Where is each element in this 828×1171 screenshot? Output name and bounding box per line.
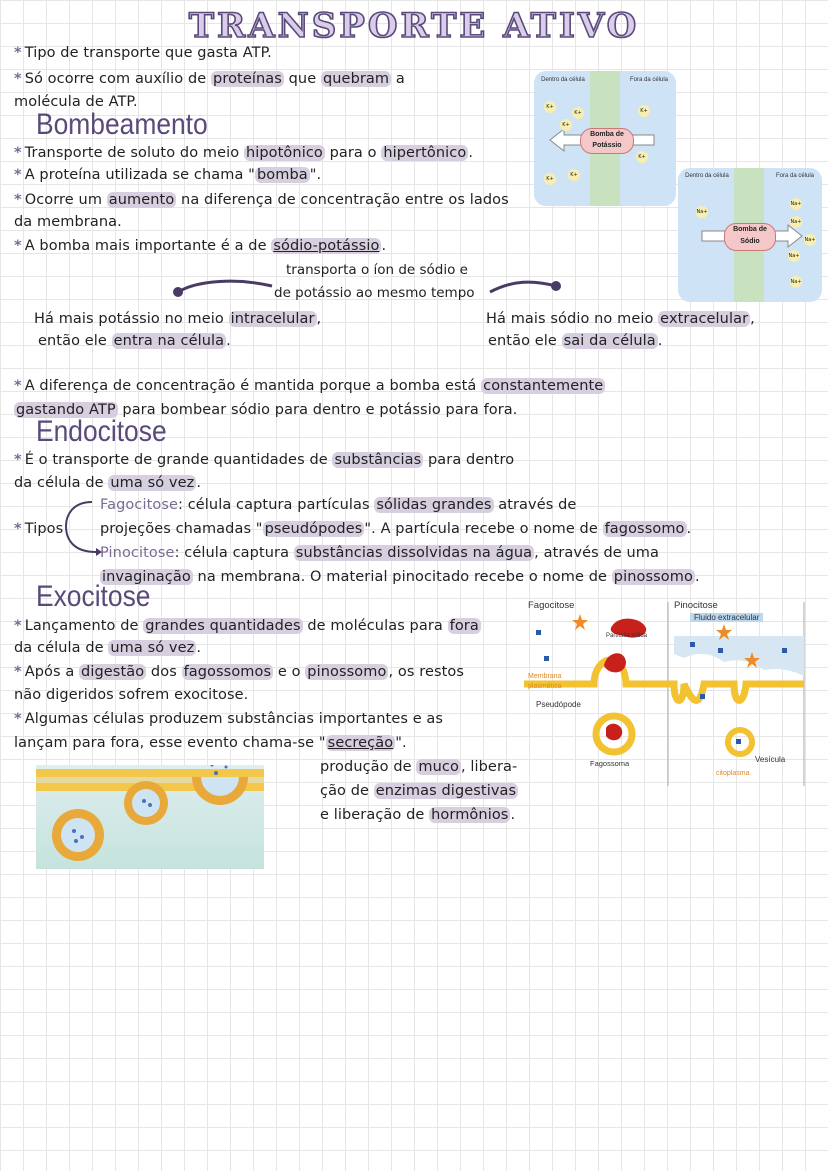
inside-label: Dentro da célula	[541, 77, 585, 83]
solid-particle-label: Partícula sólida	[606, 633, 648, 639]
bullet-star-icon: *	[14, 167, 22, 183]
endo-line-1: * É o transporte de grande quantidades de substâncias para dentro	[14, 452, 515, 468]
k-ion-icon: K+	[568, 169, 580, 181]
bullet-star-icon: *	[14, 521, 22, 537]
k-ion-icon: K+	[544, 173, 556, 185]
left-note-2: então ele entra na célula .	[38, 333, 231, 349]
bullet-star-icon: *	[14, 618, 22, 634]
bullet-star-icon: *	[14, 192, 22, 208]
bullet-star-icon: *	[14, 378, 22, 394]
heading-bombeamento: Bombeamento	[36, 108, 208, 141]
bullet-star-icon: *	[14, 45, 22, 61]
bomb-line-5: * A bomba mais importante é a de sódio-potássio .	[14, 238, 387, 254]
secretion-line-2: ção de enzimas digestivas	[320, 783, 517, 799]
extracellular-fluid-label: Fluido extracelular	[690, 613, 763, 622]
secretion-line-3: e liberação de hormônios .	[320, 807, 516, 823]
page-title: TRANSPORTE ATIVO	[188, 6, 640, 46]
engulfed-particle-icon	[604, 653, 626, 672]
exo-line-3: * Após a digestão dos fagossomos e o pinossomo , os restos	[14, 664, 465, 680]
na-ion-icon: Na+	[696, 206, 708, 218]
left-arrow-curve	[178, 281, 272, 292]
na-ion-icon: Na+	[790, 276, 802, 288]
bullet-star-icon: *	[14, 452, 22, 468]
exo-line-5: * Algumas células produzem substâncias importantes e as	[14, 711, 444, 727]
tipos-label: * Tipos	[14, 521, 64, 537]
inside-label: Dentro da célula	[685, 173, 729, 179]
bullet-star-icon: *	[14, 71, 22, 87]
bomb-line-1: * Transporte de soluto do meio hipotônico para o hipertônico .	[14, 145, 474, 161]
k-ion-icon: K+	[560, 119, 572, 131]
phagosome-label: Fagossoma	[590, 759, 630, 768]
heading-endocitose: Endocitose	[36, 415, 167, 448]
left-note-1: Há mais potássio no meio intracelular ,	[34, 311, 322, 327]
potassium-pump-figure	[534, 71, 676, 206]
na-ion-icon: Na+	[790, 216, 802, 228]
center-note-2: de potássio ao mesmo tempo	[274, 285, 475, 301]
outside-label: Fora da célula	[629, 77, 669, 83]
curved-arrows	[168, 270, 568, 310]
exo-line-2: da célula de uma só vez .	[14, 640, 202, 656]
bomb-line-4: da membrana.	[14, 214, 122, 230]
bomb-line-2: * A proteína utilizada se chama " bomba ".	[14, 167, 322, 183]
endo-line-2: da célula de uma só vez .	[14, 475, 202, 491]
left-arrow-head-icon	[173, 287, 183, 297]
diff-line-1: * A diferença de concentração é mantida porque a bomba está constantemente	[14, 378, 604, 394]
intro-line-2: * Só ocorre com auxílio de proteínas que quebram a	[14, 71, 405, 87]
pinocitose-label: Pinocitose	[674, 600, 718, 611]
right-arrow-head-icon	[551, 281, 561, 291]
sodium-pump-figure	[678, 168, 822, 302]
vesicle-label: Vesícula	[755, 755, 786, 764]
pino-line-1: Pinocitose: célula captura substâncias dissolvidas na água , através de uma	[100, 545, 660, 561]
bullet-star-icon: *	[14, 238, 22, 254]
sodium-pump: Bomba de Sódio	[724, 223, 776, 251]
bullet-star-icon: *	[14, 145, 22, 161]
right-note-2: então ele sai da célula .	[488, 333, 663, 349]
cytoplasm-label: citoplasma	[716, 770, 750, 777]
star-particle-icon	[572, 614, 588, 630]
outside-label: Fora da célula	[775, 173, 815, 179]
pino-line-2: invaginação na membrana. O material pinocitado recebe o nome de pinossomo .	[102, 569, 700, 585]
center-note-1: transporta o íon de sódio e	[286, 262, 468, 278]
k-ion-icon: K+	[544, 101, 556, 113]
k-ion-icon: K+	[638, 105, 650, 117]
exocytosis-figure	[36, 765, 264, 869]
right-note-1: Há mais sódio no meio extracelular ,	[486, 311, 755, 327]
na-ion-icon: Na+	[804, 234, 816, 246]
fago-line-1: Fagocitose: célula captura partículas sólidas grandes através de	[100, 497, 577, 513]
bullet-star-icon: *	[14, 711, 22, 727]
intro-line-1: * Tipo de transporte que gasta ATP.	[14, 45, 272, 61]
na-ion-icon: Na+	[788, 250, 800, 262]
potassium-pump: Bomba de Potássio	[580, 128, 634, 154]
exo-line-1: * Lançamento de grandes quantidades de moléculas para fora	[14, 618, 479, 634]
k-ion-icon: K+	[636, 151, 648, 163]
heading-exocitose: Exocitose	[36, 580, 151, 613]
tipos-brace	[62, 496, 102, 560]
intro-line-3: molécula de ATP.	[14, 94, 138, 110]
k-ion-icon: K+	[572, 107, 584, 119]
fagocitose-label: Fagocitose	[528, 600, 575, 611]
exo-line-4: não digeridos sofrem exocitose.	[14, 687, 249, 703]
pseudopod-label: Pseudópode	[536, 700, 581, 709]
membrane-label: Membrana plasmática	[528, 673, 562, 690]
secretion-line-1: produção de muco , libera-	[320, 759, 518, 775]
right-arrow-curve	[490, 282, 556, 292]
na-ion-icon: Na+	[790, 198, 802, 210]
fago-line-2: projeções chamadas " pseudópodes ". A partícula recebe o nome de fagossomo .	[100, 521, 692, 537]
bomb-line-3: * Ocorre um aumento na diferença de concentração entre os lados	[14, 192, 509, 208]
exo-line-6: lançam para fora, esse evento chama-se " secreção ".	[14, 735, 407, 751]
bullet-star-icon: *	[14, 664, 22, 680]
diff-line-2: gastando ATP para bombear sódio para dentro e potássio para fora.	[16, 402, 518, 418]
